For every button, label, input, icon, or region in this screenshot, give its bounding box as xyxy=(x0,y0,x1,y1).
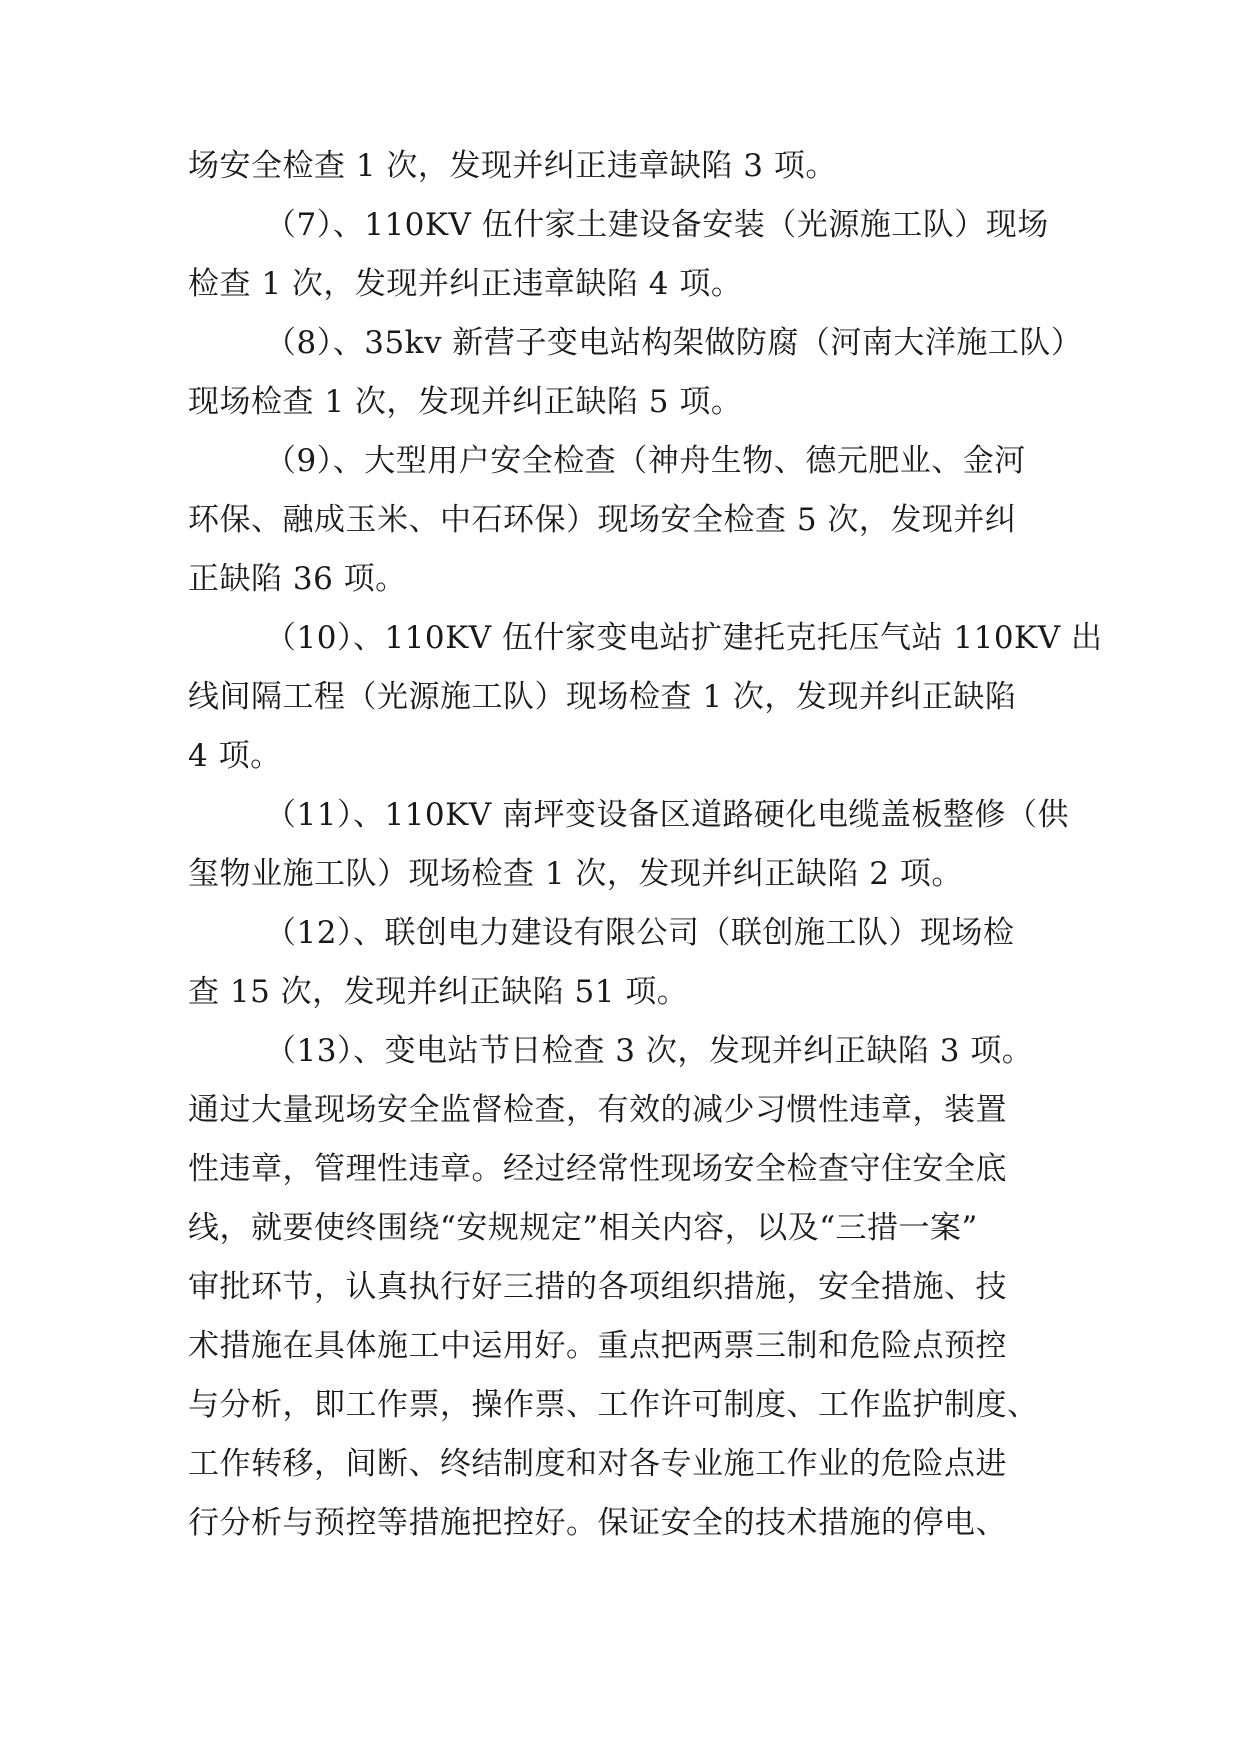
text-line: 检查 1 次，发现并纠正违章缺陷 4 项。 xyxy=(188,266,743,302)
text-line: 性违章，管理性违章。经过经常性现场安全检查守住安全底 xyxy=(188,1151,1007,1187)
text-line: 工作转移，间断、终结制度和对各专业施工作业的危险点进 xyxy=(188,1446,1007,1482)
text-line: 玺物业施工队）现场检查 1 次，发现并纠正缺陷 2 项。 xyxy=(188,856,963,892)
text-line: （8）、35kv 新营子变电站构架做防腐（河南大洋施工队） xyxy=(265,325,1083,361)
text-line: （10）、110KV 伍什家变电站扩建托克托压气站 110KV 出 xyxy=(265,620,1103,656)
text-line: （12）、联创电力建设有限公司（联创施工队）现场检 xyxy=(265,915,1015,951)
text-line: 查 15 次，发现并纠正缺陷 51 项。 xyxy=(188,974,689,1010)
text-line: 环保、融成玉米、中石环保）现场安全检查 5 次，发现并纠 xyxy=(188,502,1017,538)
text-line: 正缺陷 36 项。 xyxy=(188,561,407,597)
text-line: （13）、变电站节日检查 3 次，发现并纠正缺陷 3 项。 xyxy=(265,1033,1034,1069)
text-line: （7）、110KV 伍什家土建设备安装（光源施工队）现场 xyxy=(265,207,1049,243)
text-line: 4 项。 xyxy=(188,738,282,774)
text-line: 线间隔工程（光源施工队）现场检查 1 次，发现并纠正缺陷 xyxy=(188,679,1017,715)
text-line: 场安全检查 1 次，发现并纠正违章缺陷 3 项。 xyxy=(188,148,837,184)
text-line: （11）、110KV 南坪变设备区道路硬化电缆盖板整修（供 xyxy=(265,797,1070,833)
text-line: （9）、大型用户安全检查（神舟生物、德元肥业、金河 xyxy=(265,443,1026,479)
text-line: 行分析与预控等措施把控好。保证安全的技术措施的停电、 xyxy=(188,1505,1007,1541)
text-line: 与分析，即工作票，操作票、工作许可制度、工作监护制度、 xyxy=(188,1387,1039,1423)
text-line: 现场检查 1 次，发现并纠正缺陷 5 项。 xyxy=(188,384,743,420)
text-line: 线，就要使终围绕“安规规定”相关内容，以及“三措一案” xyxy=(188,1210,978,1246)
text-line: 通过大量现场安全监督检查，有效的减少习惯性违章，装置 xyxy=(188,1092,1007,1128)
text-line: 术措施在具体施工中运用好。重点把两票三制和危险点预控 xyxy=(188,1328,1007,1364)
text-line: 审批环节，认真执行好三措的各项组织措施，安全措施、技 xyxy=(188,1269,1007,1305)
